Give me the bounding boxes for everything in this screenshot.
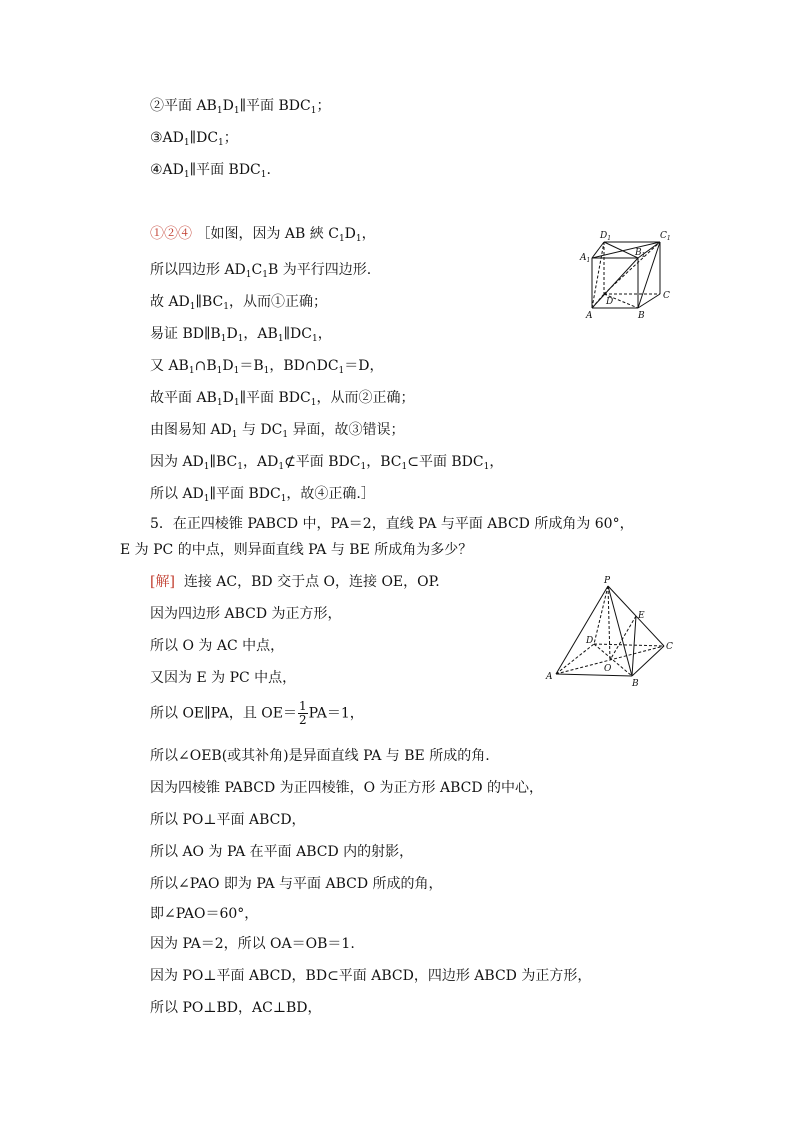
solution-line-1: [解] 连接 AC，BD 交于点 O，连接 OE，OP.	[150, 574, 440, 590]
solution-line-4: 又因为 E 为 PC 中点，	[150, 670, 297, 686]
solution-line-7: 因为四棱锥 PABCD 为正四棱锥，O 为正方形 ABCD 的中心，	[150, 780, 544, 796]
q5-line-1: 5．在正四棱锥 PABCD 中，PA＝2，直线 PA 与平面 ABCD 所成角为 60°，	[150, 516, 634, 532]
statement-2: ②平面 $AB_1D_1\parallel$平面 $BDC_1$；	[150, 98, 331, 116]
pyramid-label-a: A	[546, 672, 553, 682]
fraction-half: $\frac{1}{2}$	[299, 699, 307, 727]
solution-line-6: 所以∠OEB(或其补角)是异面直线 PA 与 BE 所成的角.	[150, 748, 490, 764]
answer-line-5: 又 $AB_1\cap B_1D_1=B_1$，$BD\cap DC_1=D$，	[150, 358, 384, 376]
solution-line-11: 即∠PAO＝60°，	[150, 906, 259, 922]
cube-label-b1: $B_1$	[635, 248, 646, 259]
answer-line-7: 由图易知 $AD_1$ 与 $DC_1$ 异面，故③错误；	[150, 422, 405, 440]
answer-line-6: 故平面 $AB_1D_1\parallel$平面 $BDC_1$，从而②正确；	[150, 390, 415, 408]
solution-line-10: 所以∠PAO 即为 PA 与平面 ABCD 所成的角，	[150, 876, 443, 892]
answer-line-9: 所以 $AD_1\parallel$平面 $BDC_1$，故④正确.］	[150, 486, 375, 504]
solution-line-12: 因为 PA＝2，所以 OA＝OB＝1.	[150, 936, 355, 952]
pyramid-label-c: C	[666, 642, 673, 652]
pyramid-label-p: P	[604, 576, 611, 586]
solution-line-3: 所以 O 为 AC 中点，	[150, 638, 285, 654]
cube-label-c: C	[663, 291, 670, 301]
statement-3: $③AD_1\parallel DC_1$；	[150, 130, 238, 148]
cube-label-c1: $C_1$	[660, 231, 671, 242]
pyramid-label-o: O	[604, 664, 612, 674]
solution-line-9: 所以 AO 为 PA 在平面 ABCD 内的射影，	[150, 844, 414, 860]
answer-line-3: 故 $AD_1\parallel BC_1$，从而①正确；	[150, 294, 327, 312]
cube-label-a1: $A_1$	[580, 253, 591, 264]
solution-line-5: 所以 OE∥PA，且 OE＝ $\frac{1}{2}$ PA＝1，	[150, 699, 364, 727]
pyramid-label-d: D	[586, 636, 594, 646]
solution-line-14: 所以 PO⊥BD，AC⊥BD，	[150, 1000, 322, 1016]
solution-line-8: 所以 PO⊥平面 ABCD，	[150, 812, 306, 828]
cube-figure	[572, 228, 678, 320]
solution-line-13: 因为 PO⊥平面 ABCD，BD⊂平面 ABCD，四边形 ABCD 为正方形，	[150, 968, 592, 984]
cube-label-d: D	[606, 297, 614, 307]
q5-line-2: E 为 PC 的中点，则异面直线 PA 与 BE 所成角为多少？	[120, 542, 473, 558]
pyramid-label-b: B	[632, 679, 639, 688]
answer-line-8: 因为 $AD_1\parallel BC_1$，$AD_1⊄$平面 $BDC_1$，$BC_1\subset$平面 $BDC_1$，	[150, 454, 504, 472]
answer-line-1: ①②④ ［如图，因为 AB 綊 $C_1D_1$，	[150, 226, 376, 244]
answer-tag: ①②④	[150, 226, 192, 242]
cube-label-b: B	[638, 311, 645, 320]
pyramid-figure	[542, 576, 674, 688]
pyramid-label-e: E	[638, 611, 645, 621]
answer-line-4: 易证 $BD\parallel B_1D_1$，$AB_1\parallel DC_1$，	[150, 326, 332, 344]
cube-label-a: A	[586, 311, 593, 320]
cube-label-d1: $D_1$	[600, 231, 612, 242]
statement-4: $④AD_1\parallel$平面 $BDC_1$.	[150, 162, 271, 180]
answer-line-2: 所以四边形 $AD_1C_1B$ 为平行四边形.	[150, 262, 372, 280]
solution-tag: [解]	[150, 574, 175, 590]
solution-line-2: 因为四边形 ABCD 为正方形，	[150, 606, 342, 622]
